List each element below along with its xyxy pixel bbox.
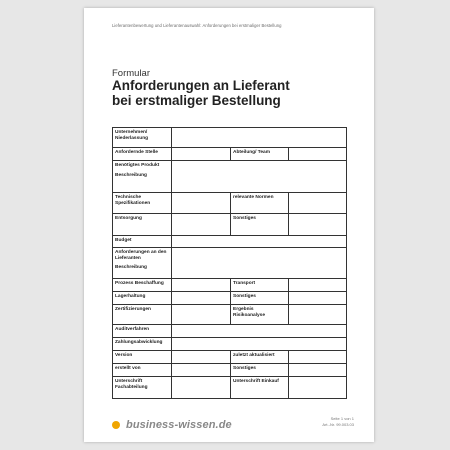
logo-text: business-wissen.de — [126, 419, 232, 431]
table-row — [113, 148, 347, 161]
article-number: Art.-Nr. 99.003.03 — [322, 422, 354, 427]
document-subtitle: Formular — [112, 68, 151, 79]
label-sonstiges-1: Sonstiges — [231, 214, 289, 236]
label-erstellt-von: erstellt von — [113, 364, 172, 377]
field-auditverfahren[interactable] — [172, 325, 347, 338]
table-row — [113, 364, 347, 377]
field-unterschrift-fachabteilung[interactable] — [172, 377, 231, 399]
table-row — [113, 292, 347, 305]
label-anforderungen-beschreibung: Beschreibung — [115, 265, 147, 271]
field-relevante-normen[interactable] — [289, 193, 347, 214]
label-sonstiges-3: Sonstiges — [231, 364, 289, 377]
label-version: Version — [113, 351, 172, 364]
field-erstellt-von[interactable] — [172, 364, 231, 377]
label-anforderungen-title: Anforderungen an den Lieferanten — [115, 250, 167, 261]
field-transport[interactable] — [289, 279, 347, 292]
table-row — [113, 325, 347, 338]
table-row — [113, 305, 347, 325]
label-zahlungsabwicklung: Zahlungsabwicklung — [113, 338, 172, 351]
field-sonstiges-2[interactable] — [289, 292, 347, 305]
label-produkt-beschreibung: Beschreibung — [115, 172, 147, 178]
title-line-2: bei erstmaliger Bestellung — [112, 92, 281, 108]
field-unterschrift-einkauf[interactable] — [289, 377, 347, 399]
label-anforderungen-lieferanten — [113, 248, 172, 279]
field-zertifizierungen[interactable] — [172, 305, 231, 325]
label-unterschrift-fachabteilung: Unterschrift Fachabteilung — [113, 377, 172, 399]
footer-logo[interactable] — [112, 419, 232, 431]
field-unternehmen[interactable] — [172, 128, 347, 148]
label-technische-spezifikationen: Technische Spezifikationen — [113, 193, 172, 214]
table-row — [113, 193, 347, 214]
table-row — [113, 248, 347, 279]
table-row — [113, 128, 347, 148]
document-page — [84, 8, 374, 442]
field-budget[interactable] — [172, 236, 347, 248]
document-title — [112, 79, 290, 108]
label-produkt-title: Benötigtes Produkt — [115, 163, 160, 168]
label-lagerhaltung: Lagerhaltung — [113, 292, 172, 305]
title-line-1: Anforderungen an Lieferant — [112, 78, 290, 93]
label-auditverfahren: Auditverfahren — [113, 325, 172, 338]
field-technische-spezifikationen[interactable] — [172, 193, 231, 214]
table-row — [113, 236, 347, 248]
label-zertifizierungen: Zertifizierungen — [113, 305, 172, 325]
field-produkt[interactable] — [172, 161, 347, 193]
table-row — [113, 161, 347, 193]
label-ergebnis-risikoanalyse: Ergebnis Risikoanalyse — [231, 305, 289, 325]
label-abteilung: Abteilung/ Team — [231, 148, 289, 161]
field-zuletzt-aktualisiert[interactable] — [289, 351, 347, 364]
label-relevante-normen: relevante Normen — [231, 193, 289, 214]
field-zahlungsabwicklung[interactable] — [172, 338, 347, 351]
table-row — [113, 351, 347, 364]
field-anfordernde-stelle[interactable] — [172, 148, 231, 161]
label-anfordernde-stelle: Anfordernde Stelle — [113, 148, 172, 161]
label-unterschrift-einkauf: Unterschrift Einkauf — [231, 377, 289, 399]
table-row — [113, 338, 347, 351]
table-row — [113, 214, 347, 236]
document-header: Lieferantenbewertung und Lieferantenauswahl: Anforderungen bei erstmaliger Bestellung — [112, 23, 282, 28]
field-entsorgung[interactable] — [172, 214, 231, 236]
field-version[interactable] — [172, 351, 231, 364]
field-prozess-beschaffung[interactable] — [172, 279, 231, 292]
label-produkt — [113, 161, 172, 193]
field-lagerhaltung[interactable] — [172, 292, 231, 305]
field-abteilung[interactable] — [289, 148, 347, 161]
requirements-form — [112, 127, 347, 399]
table-row — [113, 279, 347, 292]
field-sonstiges-3[interactable] — [289, 364, 347, 377]
page-number: Seite 1 von 1 — [330, 416, 354, 421]
field-sonstiges-1[interactable] — [289, 214, 347, 236]
table-row — [113, 377, 347, 399]
field-anforderungen[interactable] — [172, 248, 347, 279]
label-prozess-beschaffung: Prozess Beschaffung — [113, 279, 172, 292]
label-transport: Transport — [231, 279, 289, 292]
footer-meta — [322, 416, 354, 428]
logo-dot-icon — [112, 421, 120, 429]
label-unternehmen: Unternehmen/ Niederlassung — [113, 128, 172, 148]
label-sonstiges-2: Sonstiges — [231, 292, 289, 305]
field-ergebnis-risikoanalyse[interactable] — [289, 305, 347, 325]
label-entsorgung: Entsorgung — [113, 214, 172, 236]
label-budget: Budget — [113, 236, 172, 248]
label-zuletzt-aktualisiert: zuletzt aktualisiert — [231, 351, 289, 364]
